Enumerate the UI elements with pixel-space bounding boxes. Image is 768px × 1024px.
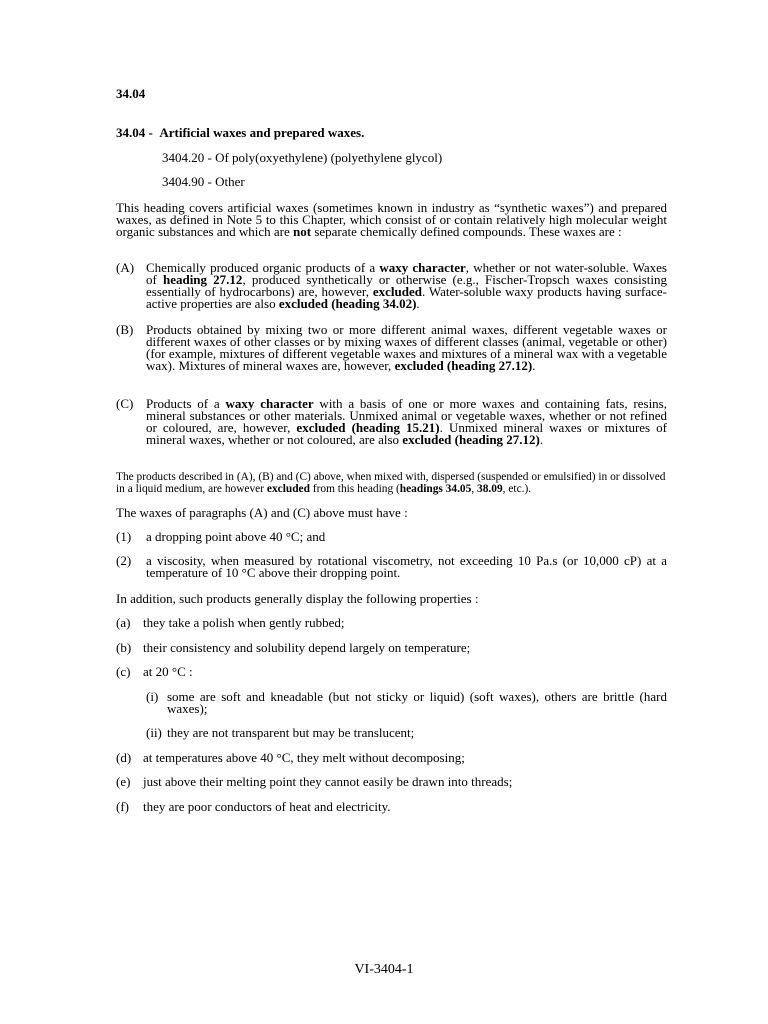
properties-intro: In addition, such products generally display the following properties :: [116, 591, 479, 606]
subheading-3404-20: 3404.20 - Of poly(oxyethylene) (polyethylene glycol): [162, 150, 443, 165]
subheading-3404-90: 3404.90 - Other: [162, 174, 245, 189]
item-c: (C) Products of a waxy character with a basis of one or more waxes and containing fats, resins, mineral substances or other materials. Unmixed animal or vegetable waxes, whether or not refined or coloured, are, however, excluded (heading 15.21). Unmixed mineral waxes or mixtures of mineral waxes, whether or not coloured, are also excluded (heading 27.12).: [116, 396, 667, 447]
item-a: (A) Chemically produced organic products of a waxy character, whether or not water-soluble. Waxes of heading 27.12, produced synthetically or otherwise (e.g., Fischer-Tropsch waxes consisting essentially of hydrocarbons) are, however, excluded. Water-soluble waxy products having surface-active properties are also excluded (heading 34.02).: [116, 260, 667, 311]
property-c-ii: (ii) they are not transparent but may be translucent;: [146, 725, 415, 740]
requirement-2: (2) a viscosity, when measured by rotational viscometry, not exceeding 10 Pa.s (or 10,000 cP) at a temperature of 10 °C above their dropping point.: [116, 553, 667, 580]
heading-title: 34.04 - Artificial waxes and prepared waxes.: [116, 125, 365, 140]
document-page: 34.04 34.04 - Artificial waxes and prepared waxes. 3404.20 - Of poly(oxyethylene) (polyethylene glycol) 3404.90 - Other This heading covers artificial waxes (sometimes known in industry as “synthetic waxes”) and prepared waxes, as defined in Note 5 to this Chapter, which consist of or contain relatively high molecular weight organic substances and which are not separate chemically defined compounds. These waxes are : (A) Chemically produced organic products of a waxy character, whether or not water-soluble. Waxes of heading 27.12, produced synthetically or otherwise (e.g., Fischer-Tropsch waxes consisting essentially of hydrocarbons) are, however, excluded. Water-soluble waxy products having surface-active properties are also excluded (heading 34.02). (B) Products obtained by mixing two or more different animal waxes, different vegetable waxes or different waxes of other classes or by mixing waxes of different classes (animal, vegetable or other) (for example, mixtures of different vegetable waxes and mixtures of a mineral wax with a vegetable wax). Mixtures of mineral waxes are, however, excluded (heading 27.12). (C) Products of a waxy character with a basis of one or more waxes and containing fats, resins, mineral substances or other materials. Unmixed animal or vegetable waxes, whether or not refined or coloured, are, however, excluded (heading 15.21). Unmixed mineral waxes or mixtures of mineral waxes, whether or not coloured, are also excluded (heading 27.12). The products described in (A), (B) and (C) above, when mixed with, dispersed (suspended or emulsified) in or dissolved in a liquid medium, are however excluded from this heading (headings 34.05, 38.09, etc.). The waxes of paragraphs (A) and (C) above must have : (1) a dropping point above 40 °C; and (2) a viscosity, when measured by rotational viscometry, not exceeding 10 Pa.s (or 10,000 cP) at a temperature of 10 °C above their dropping point. In addition, such products generally display the following properties : (a) they take a polish when gently rubbed; (b) their consistency and solubility depend largely on temperature; (c) at 20 °C : (i) some are soft and kneadable (but not sticky or liquid) (soft waxes), others are brittle (hard waxes); (ii) they are not transparent but may be translucent; (d) at temperatures above 40 °C, they melt without decomposing; (e) just above their melting point they cannot easily be drawn into threads; (f) they are poor conductors of heat and electricity. VI-3404-1: [0, 0, 768, 1024]
waxes-must-have: The waxes of paragraphs (A) and (C) above must have :: [116, 505, 408, 520]
property-c-i: (i) some are soft and kneadable (but not sticky or liquid) (soft waxes), others are brittle (hard waxes);: [146, 689, 667, 716]
requirement-1: (1) a dropping point above 40 °C; and: [116, 529, 326, 544]
intro-paragraph: This heading covers artificial waxes (sometimes known in industry as “synthetic waxes”) and prepared waxes, as defined in Note 5 to this Chapter, which consist of or contain relatively high molecular weight organic substances and which are not separate chemically defined compounds. These waxes are :: [116, 200, 667, 239]
heading-code: 34.04: [116, 86, 146, 101]
note-paragraph: The products described in (A), (B) and (C) above, when mixed with, dispersed (suspended or emulsified) in or dissolved in a liquid medium, are however excluded from this heading (headings 34.05, 38.09, etc.).: [116, 471, 666, 495]
item-b: (B) Products obtained by mixing two or more different animal waxes, different vegetable waxes or different waxes of other classes or by mixing waxes of different classes (animal, vegetable or other) (for example, mixtures of different vegetable waxes and mixtures of a mineral wax with a vegetable wax). Mixtures of mineral waxes are, however, excluded (heading 27.12).: [116, 322, 667, 373]
page-footer: VI-3404-1: [354, 962, 414, 977]
